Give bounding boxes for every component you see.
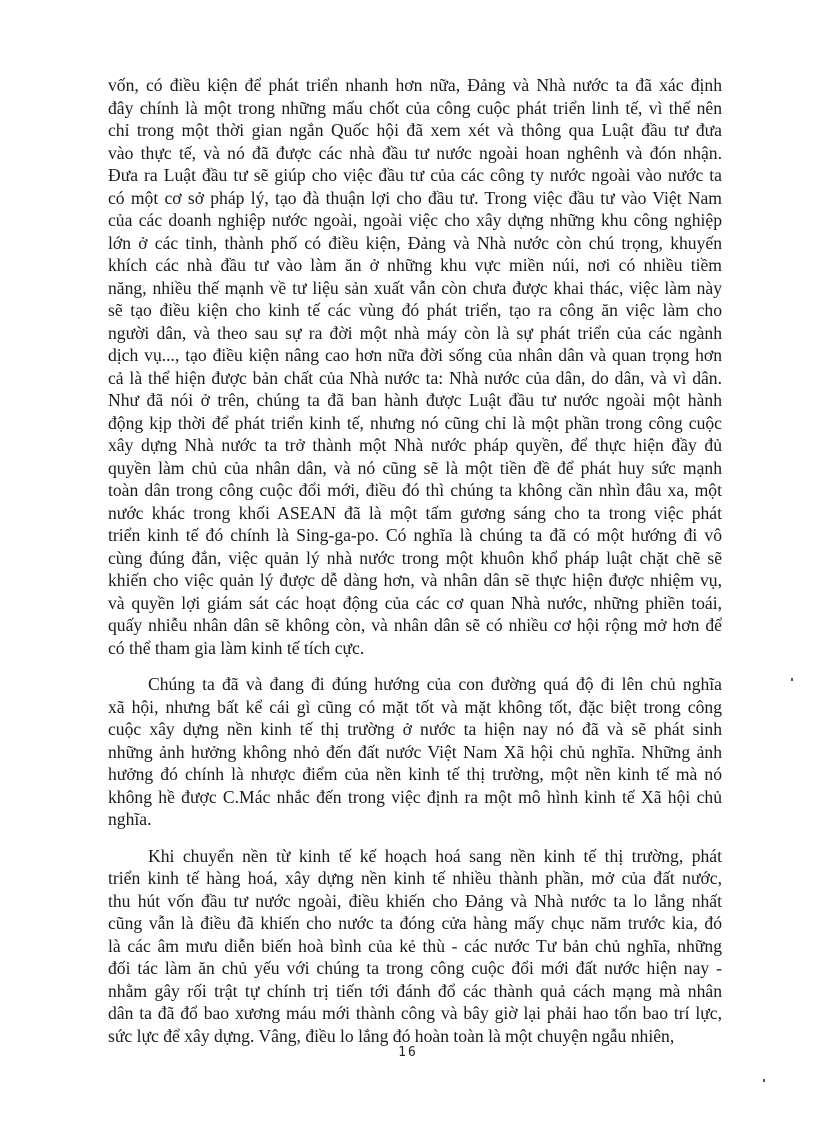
- page-number: 16: [398, 1045, 418, 1060]
- text-line: sẽ tạo điều kiện cho kinh tế các vùng đó phát triển, tạo ra công ăn việc làm cho: [108, 300, 722, 320]
- text-line: Đưa ra Luật đầu tư sẽ giúp cho việc đầu tư của các công ty nước ngoài vào nước ta: [108, 165, 722, 185]
- text-line: Như đã nói ở trên, chúng ta đã ban hành được Luật đầu tư nước ngoài một hành: [108, 390, 722, 410]
- text-line: đối tác làm ăn chủ yếu với chúng ta trong công cuộc đổi mới đất nước hiện nay -: [108, 958, 722, 978]
- text-line: quấy nhiễu nhân dân sẽ không còn, và nhân dân sẽ có nhiều cơ hội rộng mở hơn để: [108, 615, 722, 635]
- text-line: cuộc xây dựng nền kinh tế thị trường ở nước ta hiện nay nó đã và sẽ phát sinh: [108, 719, 722, 739]
- text-line: cùng đúng đắn, việc quản lý nhà nước trong một khuôn khổ pháp luật chặt chẽ sẽ: [108, 547, 722, 568]
- text-line: không hề được C.Mác nhắc đến trong việc định ra một mô hình kinh tế Xã hội chủ: [108, 786, 722, 807]
- text-line: có một cơ sở pháp lý, tạo đà thuận lợi cho đầu tư. Trong việc đầu tư vào Việt Nam: [108, 187, 722, 208]
- text-line: toàn dân trong công cuộc đổi mới, điều đó thì chúng ta không cần nhìn đâu xa, một: [108, 480, 722, 500]
- paragraph-container: [108, 74, 722, 1047]
- text-line: quyền làm chủ của nhân dân, và nó cũng sẽ là một tiền đề để phát huy sức mạnh: [108, 457, 722, 478]
- text-line: Chúng ta đã và đang đi đúng hướng của con đường quá độ đi lên chủ nghĩa: [148, 674, 722, 694]
- text-line: cũng vẫn là điều đã khiến cho nước ta đóng cửa hàng mấy chục năm trước kia, đó: [108, 913, 722, 933]
- text-line: nghĩa.: [108, 809, 152, 829]
- text-line: và quyền lợi giám sát các hoạt động của các cơ quan Nhà nước, những phiền toái,: [108, 592, 722, 613]
- page-body: [108, 74, 722, 1061]
- text-line: đây chính là một trong những mấu chốt của công cuộc phát triển linh tế, vì thế nên: [108, 97, 722, 118]
- text-line: những ảnh hưởng không nhỏ đến đất nước Việt Nam Xã hội chủ nghĩa. Những ảnh: [108, 741, 722, 762]
- text-line: khích các nhà đầu tư vào làm ăn ở những khu vực miền núi, nơi có nhiều tiềm: [108, 255, 722, 275]
- text-line: cả là thể hiện được bản chất của Nhà nước ta: Nhà nước của dân, do dân, và vì dân.: [108, 367, 722, 388]
- text-line: năng, nhiều thế mạnh về tư liệu sản xuất vẫn còn chưa được khai thác, việc làm này: [108, 277, 722, 298]
- scan-speck: [791, 678, 793, 681]
- text-line: lớn ở các tỉnh, thành phố có điều kiện, Đảng và Nhà nước còn chú trọng, khuyến: [108, 232, 722, 253]
- text-line: triển kinh tế đó chính là Sing-ga-po. Có nghĩa là chúng ta đã có một hướng đi vô: [108, 525, 722, 545]
- text-line: nhằm gây rối trật tự chính trị tiến tới đánh đổ các thành quả cách mạng mà nhân: [108, 980, 722, 1001]
- text-line: chỉ trong một thời gian ngắn Quốc hội đã xem xét và thông qua Luật đầu tư đưa: [108, 120, 722, 140]
- paragraph: [108, 74, 722, 659]
- text-line: thu hút vốn đầu tư nước ngoài, điều khiến cho Đảng và Nhà nước ta lo lắng nhất: [108, 890, 722, 911]
- text-line: dân ta đã đổ bao xương máu mới thành công và bây giờ lại phải hao tổn bao trí lực,: [108, 1003, 722, 1023]
- text-line: dịch vụ..., tạo điều kiện nâng cao hơn nữa đời sống của nhân dân và quan trọng hơn: [108, 345, 722, 365]
- text-line: có thể tham gia làm kinh tế tích cực.: [108, 637, 365, 658]
- text-line: nước khác trong khối ASEAN đã là một tấm gương sáng cho ta trong việc phát: [108, 502, 722, 523]
- text-line: vốn, có điều kiện để phát triển nhanh hơn nữa, Đảng và Nhà nước ta đã xác định: [108, 75, 722, 95]
- text-line: khiến cho việc quản lý được dễ dàng hơn, và nhân dân sẽ thực hiện được nhiệm vụ,: [108, 570, 722, 590]
- text-line: Khi chuyển nền từ kinh tế kế hoạch hoá sang nền kinh tế thị trường, phát: [148, 845, 722, 866]
- text-line: sức lực để xây dựng. Vâng, điều lo lắng đó hoàn toàn là một chuyện ngẫu nhiên,: [108, 1025, 675, 1046]
- text-line: triển kinh tế hàng hoá, xây dựng nền kinh tế nhiều thành phần, mở của đất nước,: [108, 868, 722, 888]
- text-line: vào thực tế, và nó đã được các nhà đầu tư nước ngoài hoan nghênh và đón nhận.: [108, 142, 722, 163]
- text-line: xã hội, nhưng bất kể cái gì cũng có mặt tốt và mặt không tốt, đặc biệt trong công: [108, 696, 722, 717]
- text-line: động kịp thời để phát triển kinh tế, nhưng nó cũng chỉ là một phần trong công cuộc: [108, 412, 722, 433]
- text-line: là các âm mưu diễn biến hoà bình của kẻ thù - các nước Tư bản chủ nghĩa, những: [108, 935, 722, 956]
- text-line: của các doanh nghiệp nước ngoài, ngoài việc cho xây dựng những khu công nghiệp: [108, 210, 722, 230]
- text-line: hưởng đó chính là nhược điểm của nền kinh tế thị trường, một nền kinh tế mà nó: [108, 764, 722, 784]
- text-line: người dân, và theo sau sự ra đời một nhà máy còn là sự phát triển của các ngành: [108, 322, 722, 343]
- scan-speck: [763, 1079, 765, 1082]
- paragraph: [108, 673, 722, 831]
- paragraph: [108, 845, 722, 1048]
- text-line: xây dựng Nhà nước ta trở thành một Nhà nước pháp quyền, để thực hiện đầy đủ: [108, 435, 722, 455]
